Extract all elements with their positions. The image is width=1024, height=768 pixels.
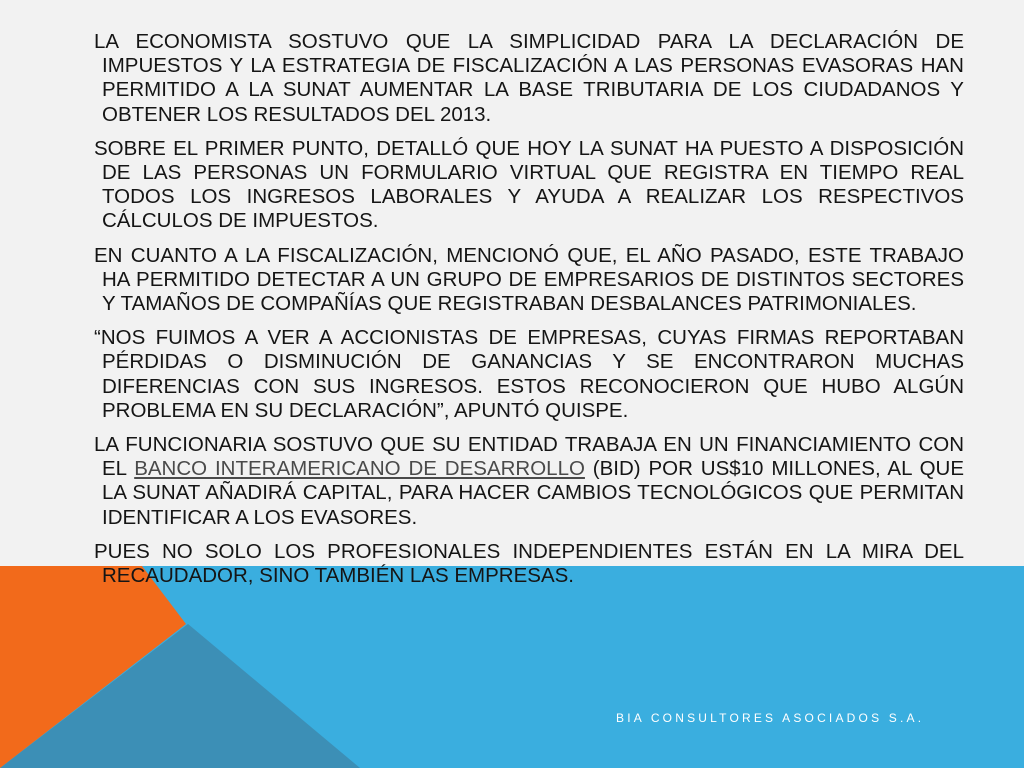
paragraph-6: PUES NO SOLO LOS PROFESIONALES INDEPENDIENTES ESTÁN EN LA MIRA DEL RECAUDADOR, SINO TAMBIÉN LAS EMPRESAS. (94, 539, 964, 588)
paragraph-5-text-start: LA FUNCIONARIA SOSTUVO QUE SU ENTIDAD TRABAJA EN UN FINANCIAMIENTO CON EL (94, 433, 964, 481)
paragraph-2: SOBRE EL PRIMER PUNTO, DETALLÓ QUE HOY LA SUNAT HA PUESTO A DISPOSICIÓN DE LAS PERSONAS UN FORMULARIO VIRTUAL QUE REGISTRA EN TIEMPO REAL TODOS LOS INGRESOS LABORALES Y AYUDA A REALIZAR LOS RESPECTIVOS CÁLCULOS DE IMPUESTOS. (94, 136, 964, 233)
bid-link[interactable]: BANCO INTERAMERICANO DE DESARROLLO (134, 457, 585, 481)
slide-body (94, 30, 965, 598)
paragraph-5-text-end: (BID) POR US$10 MILLONES, AL QUE LA SUNAT AÑADIRÁ CAPITAL, PARA HACER CAMBIOS TECNOLÓGICOS QUE PERMITAN IDENTIFICAR A LOS EVASORES. (102, 457, 965, 529)
paragraph-3: EN CUANTO A LA FISCALIZACIÓN, MENCIONÓ QUE, EL AÑO PASADO, ESTE TRABAJO HA PERMITIDO DETECTAR A UN GRUPO DE EMPRESARIOS DE DISTINTOS SECTORES Y TAMAÑOS DE COMPAÑÍAS QUE REGISTRABAN DESBALANCES PATRIMONIALES. (94, 243, 964, 316)
footer-company-name: BIA CONSULTORES ASOCIADOS S.A. (616, 711, 925, 725)
paragraph-4: “NOS FUIMOS A VER A ACCIONISTAS DE EMPRESAS, CUYAS FIRMAS REPORTABAN PÉRDIDAS O DISMINUCIÓN DE GANANCIAS Y SE ENCONTRARON MUCHAS DIFERENCIAS CON SUS INGRESOS. ESTOS RECONOCIERON QUE HUBO ALGÚN PROBLEMA EN SU DECLARACIÓN”, APUNTÓ QUISPE. (94, 326, 964, 422)
paragraph-5 (94, 433, 965, 530)
paragraph-1: LA ECONOMISTA SOSTUVO QUE LA SIMPLICIDAD PARA LA DECLARACIÓN DE IMPUESTOS Y LA ESTRATEGIA DE FISCALIZACIÓN A LAS PERSONAS EVASORAS HAN PERMITIDO A LA SUNAT AUMENTAR LA BASE TRIBUTARIA DE LOS CIUDADANOS Y OBTENER LOS RESULTADOS DEL 2013. (94, 30, 964, 126)
